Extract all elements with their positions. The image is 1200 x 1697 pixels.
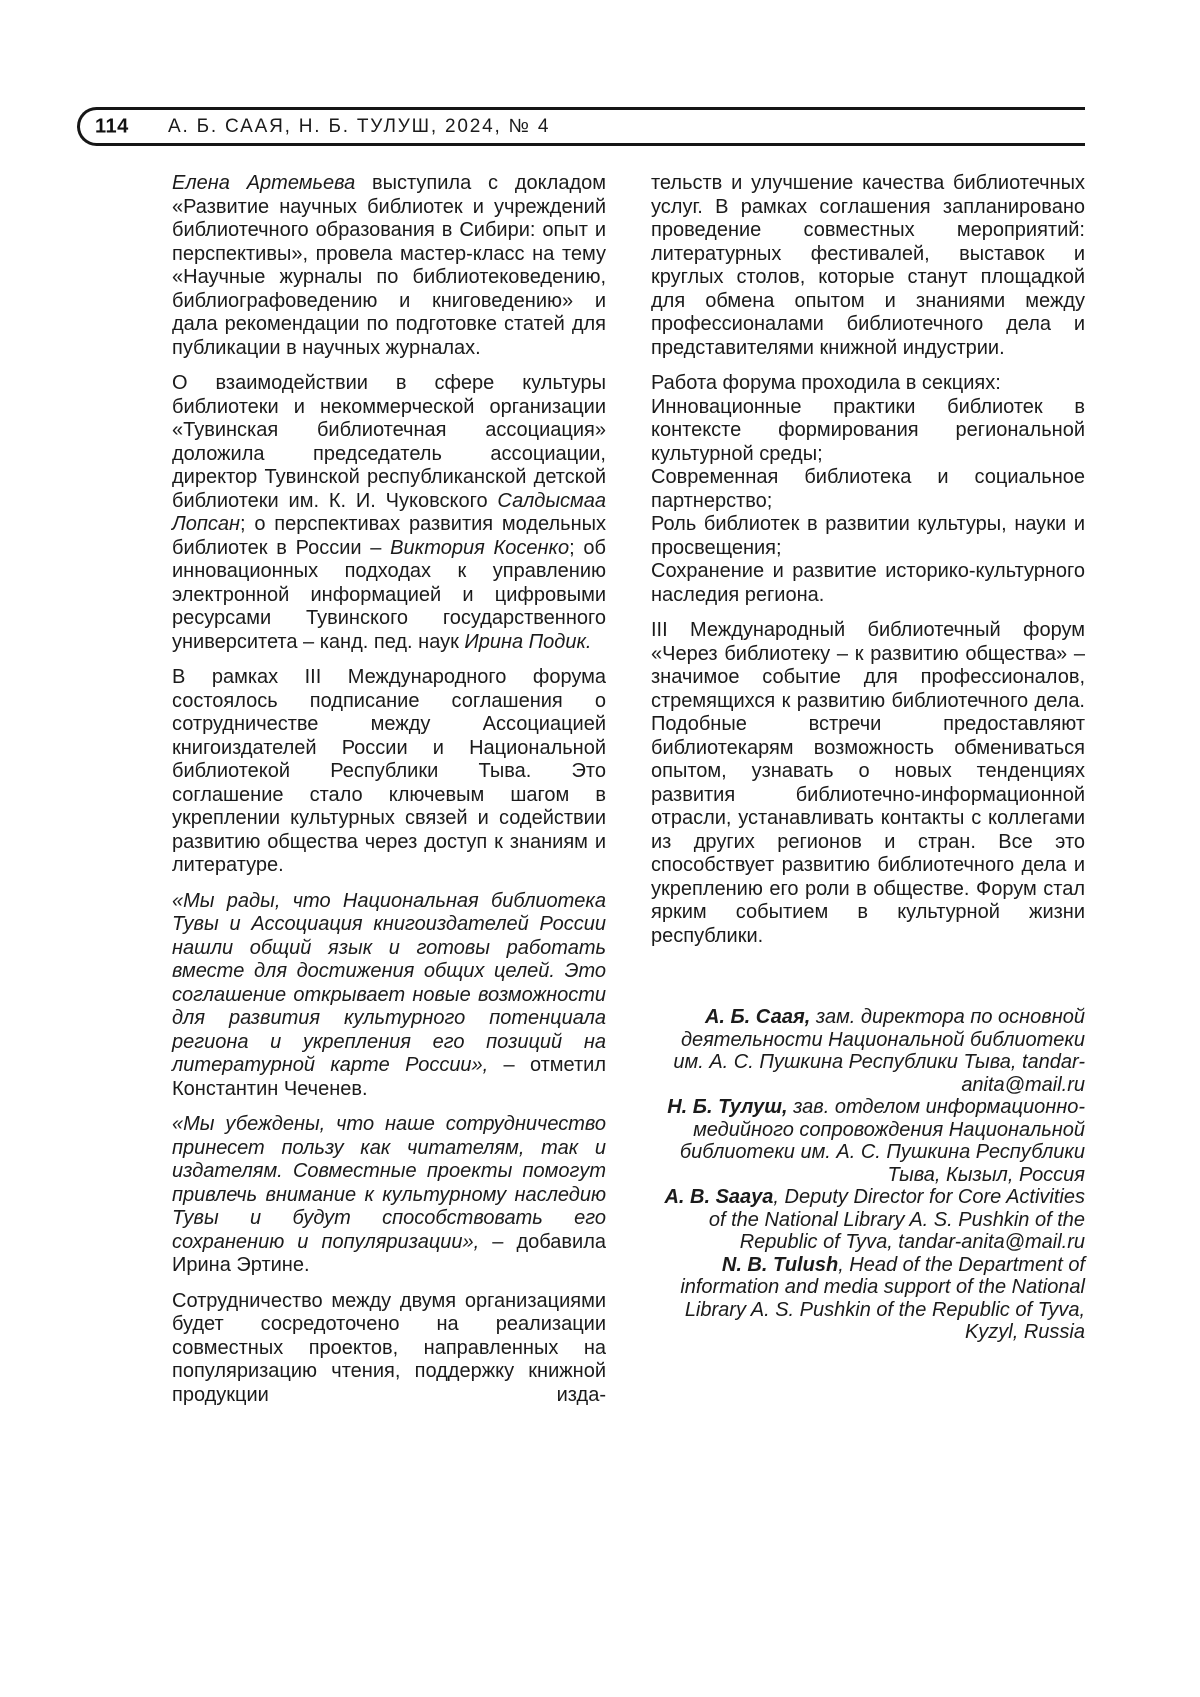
author-affiliation: , Head of the Department of information and media support of the National Library A. S. Pushkin of the Republic of Tyva, Kyzyl, Russia [680, 1253, 1085, 1343]
author-block [651, 1006, 1085, 1344]
section-item: Сохранение и развитие историко-культурного наследия региона. [651, 560, 1085, 606]
running-title: А. Б. СААЯ, Н. Б. ТУЛУШ, 2024, № 4 [168, 115, 551, 137]
author-name: N. B. Tulush [721, 1253, 839, 1276]
text-segment: В рамках III Международного форума состоялось подписание соглашения о сотрудничестве между Ассоциацией книгоиздателей России и Национальной библиотекой Республики Тыва. Это соглашение стало ключевым шагом в укреплении культурных связей и содействии развитию общества через доступ к знаниям и литературе. [172, 666, 606, 876]
author-name: A. B. Saaya [664, 1186, 774, 1208]
paragraph [172, 666, 606, 878]
text-segment: III Международный библиотечный форум «Через библиотеку – к развитию общества» – значимое событие для профессионалов, стремящихся к развитию библиотечного дела. Подобные встречи предоставляют библиотекарям возможность обмениваться опытом, узнавать о новых тенденциях развития библиотечно-информационной отрасли, устанавливать контакты с коллегами из других регионов и стран. Все это способствует развитию библиотечного дела и укреплению его роли в обществе. Форум стал ярким событием в культурной жизни республики. [651, 619, 1085, 947]
section-item: Работа форума проходила в секциях: [651, 372, 1001, 394]
text-segment: ; об инновационных подходах к управлению электронной информацией и цифровыми ресурсами Тувинского государственного университета – канд. пед. наук [172, 536, 606, 653]
paragraph [172, 890, 606, 1102]
text-segment: Елена Артемьева [172, 172, 356, 194]
page-header [77, 107, 1085, 146]
page-number: 114 [95, 115, 129, 137]
section-item: Роль библиотек в развитии культуры, науки и просвещения; [651, 513, 1085, 559]
text-segment: – отметил Константин Чеченев. [172, 1054, 607, 1100]
paragraph [651, 172, 1085, 360]
right-column [651, 172, 1085, 1344]
paragraph [172, 372, 606, 654]
author-name: Н. Б. Тулуш, [667, 1096, 788, 1118]
right-column-text [651, 172, 1085, 948]
text-segment: «Мы убеждены, что наше сотрудничество принесет пользу как читателям, так и издателям. Совместные проекты помогут привлечь внимание к культурному наследию Тувы и будут способствовать его сохранению и популяризации», [172, 1113, 606, 1253]
author-affiliation: зам. директора по основной деятельности Национальной библиотеки им. А. С. Пушкина Республики Тыва, tandar-anita@mail.ru [673, 1006, 1085, 1096]
text-segment: выступила с докладом «Развитие научных библиотек и учреждений библиотечного образования в Сибири: опыт и перспективы», провела мастер-класс на тему «Научные журналы по библиотековедению, библиографоведению и книговедению» и дала рекомендации по подготовке статей для публикации в научных журналах. [172, 172, 606, 359]
text-segment: Сотрудничество между двумя организациями будет сосредоточено на реализации совместных проектов, направленных на популяризацию чтения, поддержку книжной продукции изда- [172, 1289, 606, 1406]
author-entry [651, 1006, 1085, 1096]
text-segment: – добавила Ирина Эртине. [172, 1230, 606, 1276]
text-segment: «Мы рады, что Национальная библиотека Тувы и Ассоциация книгоиздателей России нашли общий язык и готовы работать вместе для достижения общих целей. Это соглашение открывает новые возможности для развития культурного потенциала региона и укрепления его позиций на литературной карте России», [172, 889, 606, 1076]
text-segment: Ирина Подик. [464, 630, 592, 653]
paragraph [172, 1290, 606, 1408]
forum-sections [651, 372, 1085, 607]
author-entry [651, 1254, 1085, 1344]
text-segment: Виктория Косенко [390, 536, 570, 559]
paragraph [651, 619, 1085, 948]
text-segment: О взаимодействии в сфере культуры библиотеки и некоммерческой организации «Тувинская библиотечная ассоциация» доложила председатель ассоциации, директор Тувинской республиканской детской библиотеки им. К. И. Чуковского [172, 372, 606, 512]
text-segment: ; о перспективах развития модельных библиотек в России – [172, 513, 606, 559]
text-segment: Салдысмаа Лопсан [172, 489, 606, 535]
author-entry [651, 1186, 1085, 1254]
left-column [172, 172, 606, 1419]
section-item: Инновационные практики библиотек в контексте формирования региональной культурной среды; [651, 395, 1085, 465]
paragraph [172, 1113, 606, 1278]
author-affiliation: зав. отделом информационно-медийного сопровождения Национальной библиотеки им. А. С. Пушкина Республики Тыва, Кызыл, Россия [679, 1096, 1085, 1186]
author-name: А. Б. Саая, [704, 1006, 811, 1028]
text-segment: тельств и улучшение качества библиотечных услуг. В рамках соглашения запланировано проведение совместных мероприятий: литературных фестивалей, выставок и круглых столов, которые станут площадкой для обмена опытом и знаниями между профессионалами библиотечного дела и представителями книжной индустрии. [651, 172, 1085, 359]
paragraph [172, 172, 606, 360]
section-item: Современная библиотека и социальное партнерство; [651, 466, 1085, 512]
author-entry [651, 1096, 1085, 1186]
author-affiliation: , Deputy Director for Core Activities of the National Library A. S. Pushkin of the Republic of Tyva, tandar-anita@mail.ru [708, 1186, 1085, 1253]
